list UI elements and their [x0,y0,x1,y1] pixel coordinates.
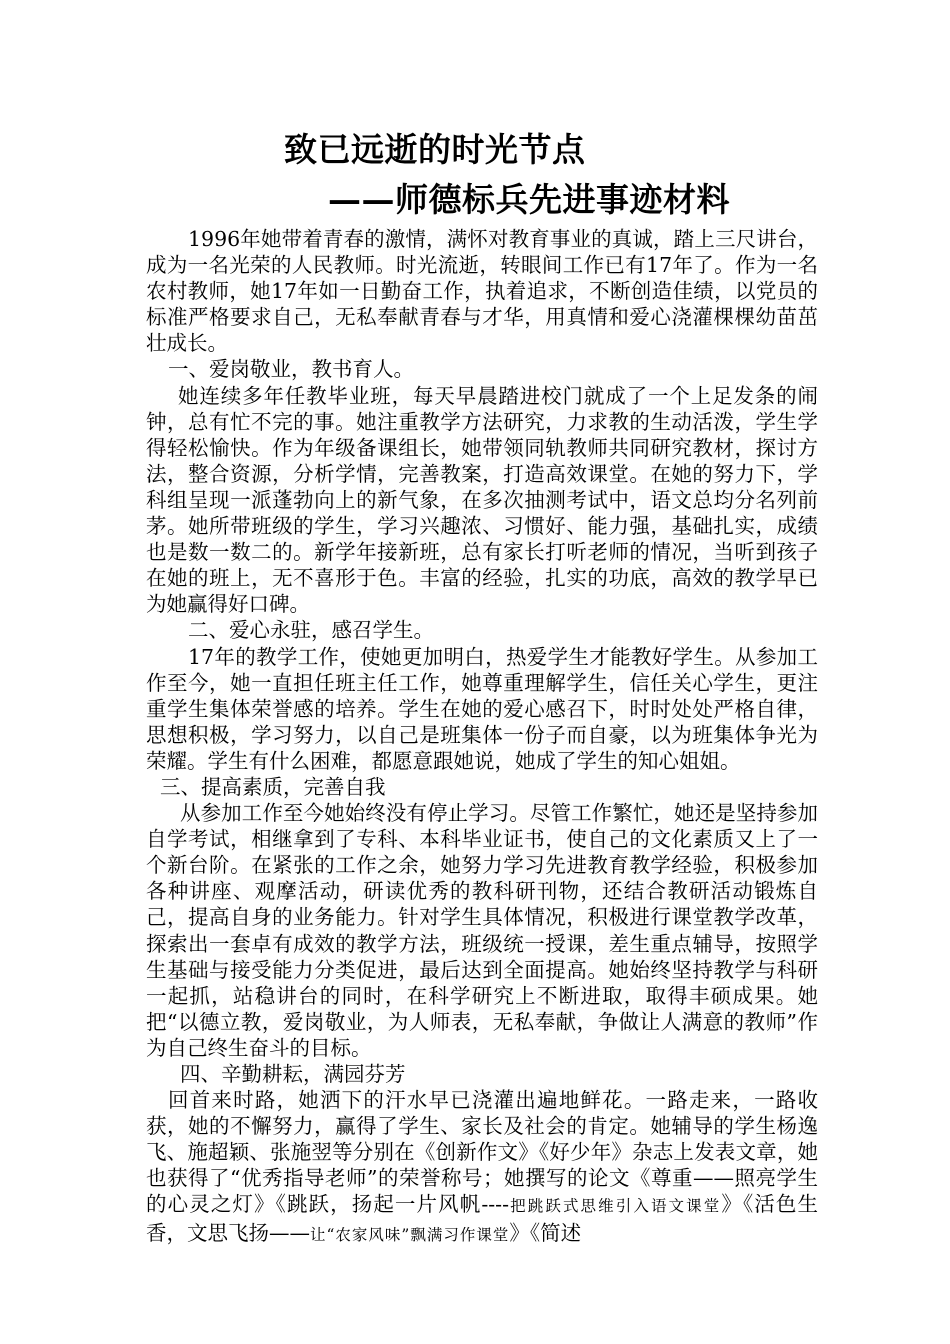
section-4-small-text-2: 让“农家风味”飘满习作课堂 [310,1225,510,1244]
document-subtitle: ——师德标兵先进事迹材料 [328,180,730,219]
section-4-small-text-1: 把跳跃式思维引入语文课堂 [509,1197,722,1216]
section-2-heading: 二、爱心永驻，感召学生。 [188,618,434,643]
section-3-paragraph: 从参加工作至今她始终没有停止学习。尽管工作繁忙，她还是坚持参加自学考试，相继拿到了专科、本科毕业证书，使自己的文化素质又上了一个新台阶。在紧张的工作之余，她努力学习先进教育教学经验，积极参加各种讲座、观摩活动，研读优秀的教科研刊物，还结合教研活动锻炼自己，提高自身的业务能力。针对学生具体情况，积极进行课堂教学改革，探索出一套卓有成效的教学方法，班级统一授课，差生重点辅导，按照学生基础与接受能力分类促进，最后达到全面提高。她始终坚持教学与科研一起抓，站稳讲台的同时，在科学研究上不断进取，取得丰硕成果。她把“以德立教，爱岗敬业，为人师表，无私奉献，争做让人满意的教师”作为自己终生奋斗的目标。 [146,801,818,1060]
intro-paragraph: 1996年她带着青春的激情，满怀对教育事业的真诚，踏上三尺讲台，成为一名光荣的人民教师。时光流逝，转眼间工作已有17年了。作为一名农村教师，她17年如一日勤奋工作，执着追求，不断创造佳绩，以党员的标准严格要求自己，无私奉献青春与才华，用真情和爱心浇灌棵棵幼苗茁壮成长。 [146,227,818,356]
document-body [146,226,818,1248]
section-4-heading: 四、辛勤耕耘，满园芬芳 [180,1062,406,1086]
section-4-text-2: 》《活色生香，文思飞扬—— [146,1192,818,1245]
document-title: 致已远逝的时光节点 [284,130,586,169]
section-4-paragraph [146,1087,818,1248]
section-3-heading: 三、提高素质，完善自我 [160,774,386,799]
section-4-text-3: 》《简述 [509,1220,582,1245]
section-2-paragraph: 17年的教学工作，使她更加明白，热爱学生才能教好学生。从参加工作至今，她一直担任班主任工作，她尊重理解学生，信任关心学生，更注重学生集体荣誉感的培养。学生在她的爱心感召下，时时处处严格自律，思想积极，学习努力，以自己是班集体一份子而自豪，以为班集体争光为荣耀。学生有什么困难，都愿意跟她说，她成了学生的知心姐姐。 [146,644,818,773]
section-1-paragraph: 她连续多年任教毕业班，每天早晨踏进校门就成了一个上足发条的闹钟，总有忙不完的事。她注重教学方法研究，力求教的生动活泼，学生学得轻松愉快。作为年级备课组长，她带领同轨教师共同研究教材，探讨方法，整合资源，分析学情，完善教案，打造高效课堂。在她的努力下，学科组呈现一派蓬勃向上的新气象，在多次抽测考试中，语文总均分名列前茅。她所带班级的学生，学习兴趣浓、习惯好、能力强，基础扎实，成绩也是数一数二的。新学年接新班，总有家长打听老师的情况，当听到孩子在她的班上，无不喜形于色。丰富的经验，扎实的功底，高效的教学早已为她赢得好口碑。 [146,383,818,617]
section-1-heading: 一、爱岗敬业，教书育人。 [168,357,414,382]
section-4-text: 回首来时路，她洒下的汗水早已浇灌出遍地鲜花。一路走来，一路收获，她的不懈努力，赢得了学生、家长及社会的肯定。她辅导的学生杨逸飞、施超颖、张施翌等分别在《创新作文》《好少年》杂志上发表文章，她也获得了“优秀指导老师”的荣誉称号；她撰写的论文《尊重——照亮学生的心灵之灯》《跳跃，扬起一片风帆---- [146,1088,818,1217]
